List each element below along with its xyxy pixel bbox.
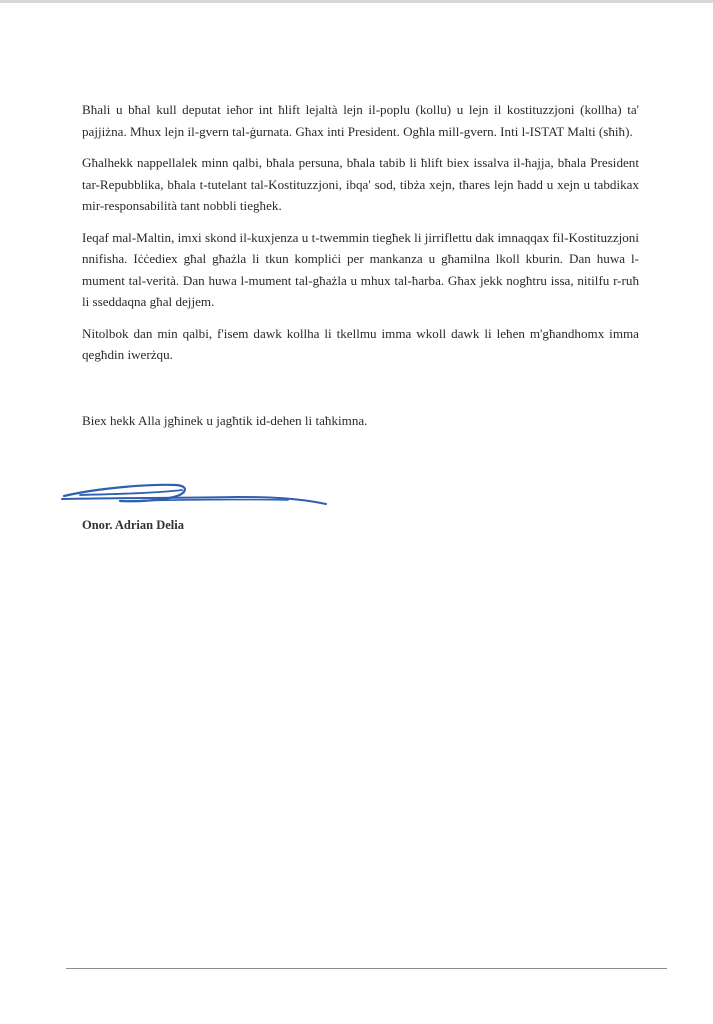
letter-body: [82, 99, 639, 376]
footer-divider: [66, 968, 667, 969]
paragraph-3: Ieqaf mal-Maltin, imxi skond il-kuxjenza u t-twemmin tiegħek li jirriflettu dak imnaqqax fil-Kostituzzjoni nnifisha. Iċċediex għal għażla li tkun kompliċi per mankanza u għamilna lkoll kburin. Dan huwa l-mument tal-verità. Dan huwa l-mument tal-għażla u mhux tal-ħarba. Għax jekk nogħtru issa, nitilfu r-ruħ li sseddaqna għal dejjem.: [82, 229, 639, 309]
paragraph-1: Bħali u bħal kull deputat ieħor int ħlift lejaltà lejn il-poplu (kollu) u lejn il kostituzzjoni (kollha) ta' pajjiżna. Mhux lejn il-gvern tal-ġurnata. Għax inti President. Ogħla mill-gvern. Inti l-ISTAT Malti (sħiħ).: [82, 102, 639, 139]
signature-stroke-4: [128, 500, 288, 501]
handwritten-signature: [58, 474, 338, 518]
page-top-edge: [0, 0, 713, 3]
paragraph-2: Għalhekk nappellalek minn qalbi, bħala persuna, bħala tabib li ħlift biex issalva il-ħajja, bħala President tar-Repubblika, bħala t-tutelant tal-Kostituzzjoni, ibqa' sod, tibża xejn, tħares lejn ħadd u xejn u tabdikax mir-responsabilità tant nobbli tiegħek.: [82, 155, 639, 213]
signatory-name: Onor. Adrian Delia: [82, 518, 184, 532]
paragraph-4: Nitolbok dan min qalbi, f'isem dawk kollha li tkellmu imma wkoll dawk li leħen m'għandhomx imma qegħdin iwerżqu.: [82, 325, 639, 362]
closing-line: Biex hekk Alla jgħinek u jagħtik id-dehen li taħkimna.: [82, 413, 368, 428]
